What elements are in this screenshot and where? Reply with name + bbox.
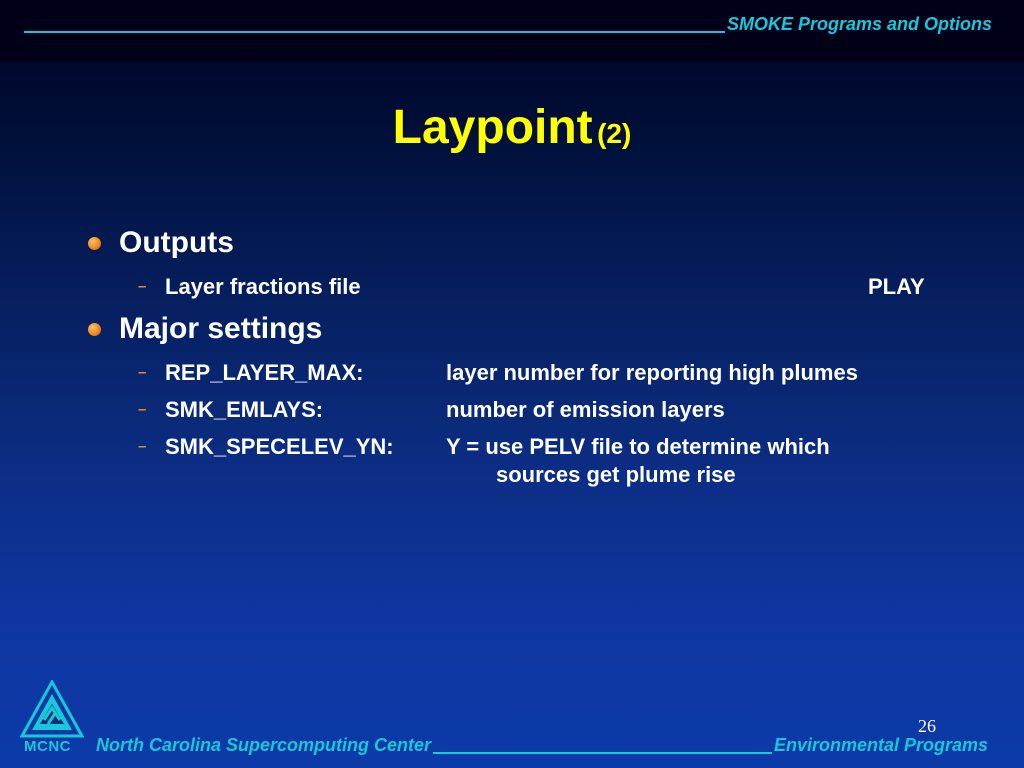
header-rule <box>24 31 725 33</box>
sub-item-label: Layer fractions file <box>165 274 361 299</box>
sub-item-label: SMK_EMLAYS: <box>165 397 324 422</box>
bullet-outputs <box>88 226 234 260</box>
dash-icon: – <box>138 278 147 295</box>
bullet-icon <box>88 323 101 336</box>
footer-left: North Carolina Supercomputing Center <box>96 735 432 755</box>
bullet-icon <box>88 237 101 250</box>
slide-footer <box>96 735 988 756</box>
dash-icon: – <box>138 438 147 455</box>
page-number: 26 <box>918 716 936 736</box>
bullet-label: Major settings <box>119 312 323 345</box>
footer-right: Environmental Programs <box>773 735 988 755</box>
logo-text: MCNC <box>24 738 71 755</box>
dash-icon: – <box>138 401 147 418</box>
sub-item-value: layer number for reporting high plumes <box>446 360 858 385</box>
sub-item-value: Y = use PELV file to determine which <box>446 434 830 459</box>
slide-title-main: Laypoint <box>392 101 593 154</box>
header-title: SMOKE Programs and Options <box>726 14 992 34</box>
sub-item-value: number of emission layers <box>446 397 725 422</box>
slide-title-suffix: (2) <box>597 118 632 149</box>
sub-item-value: PLAY <box>868 274 925 299</box>
slide-title <box>0 100 1024 155</box>
dash-icon: – <box>138 364 147 381</box>
footer-rule <box>433 752 772 754</box>
slide-header <box>24 14 992 35</box>
bullet-label: Outputs <box>119 226 234 259</box>
sub-item-value-continuation: sources get plume rise <box>496 462 736 487</box>
bullet-major-settings <box>88 312 322 346</box>
sub-item-label: SMK_SPECELEV_YN: <box>165 434 394 459</box>
sub-item-label: REP_LAYER_MAX: <box>165 360 364 385</box>
